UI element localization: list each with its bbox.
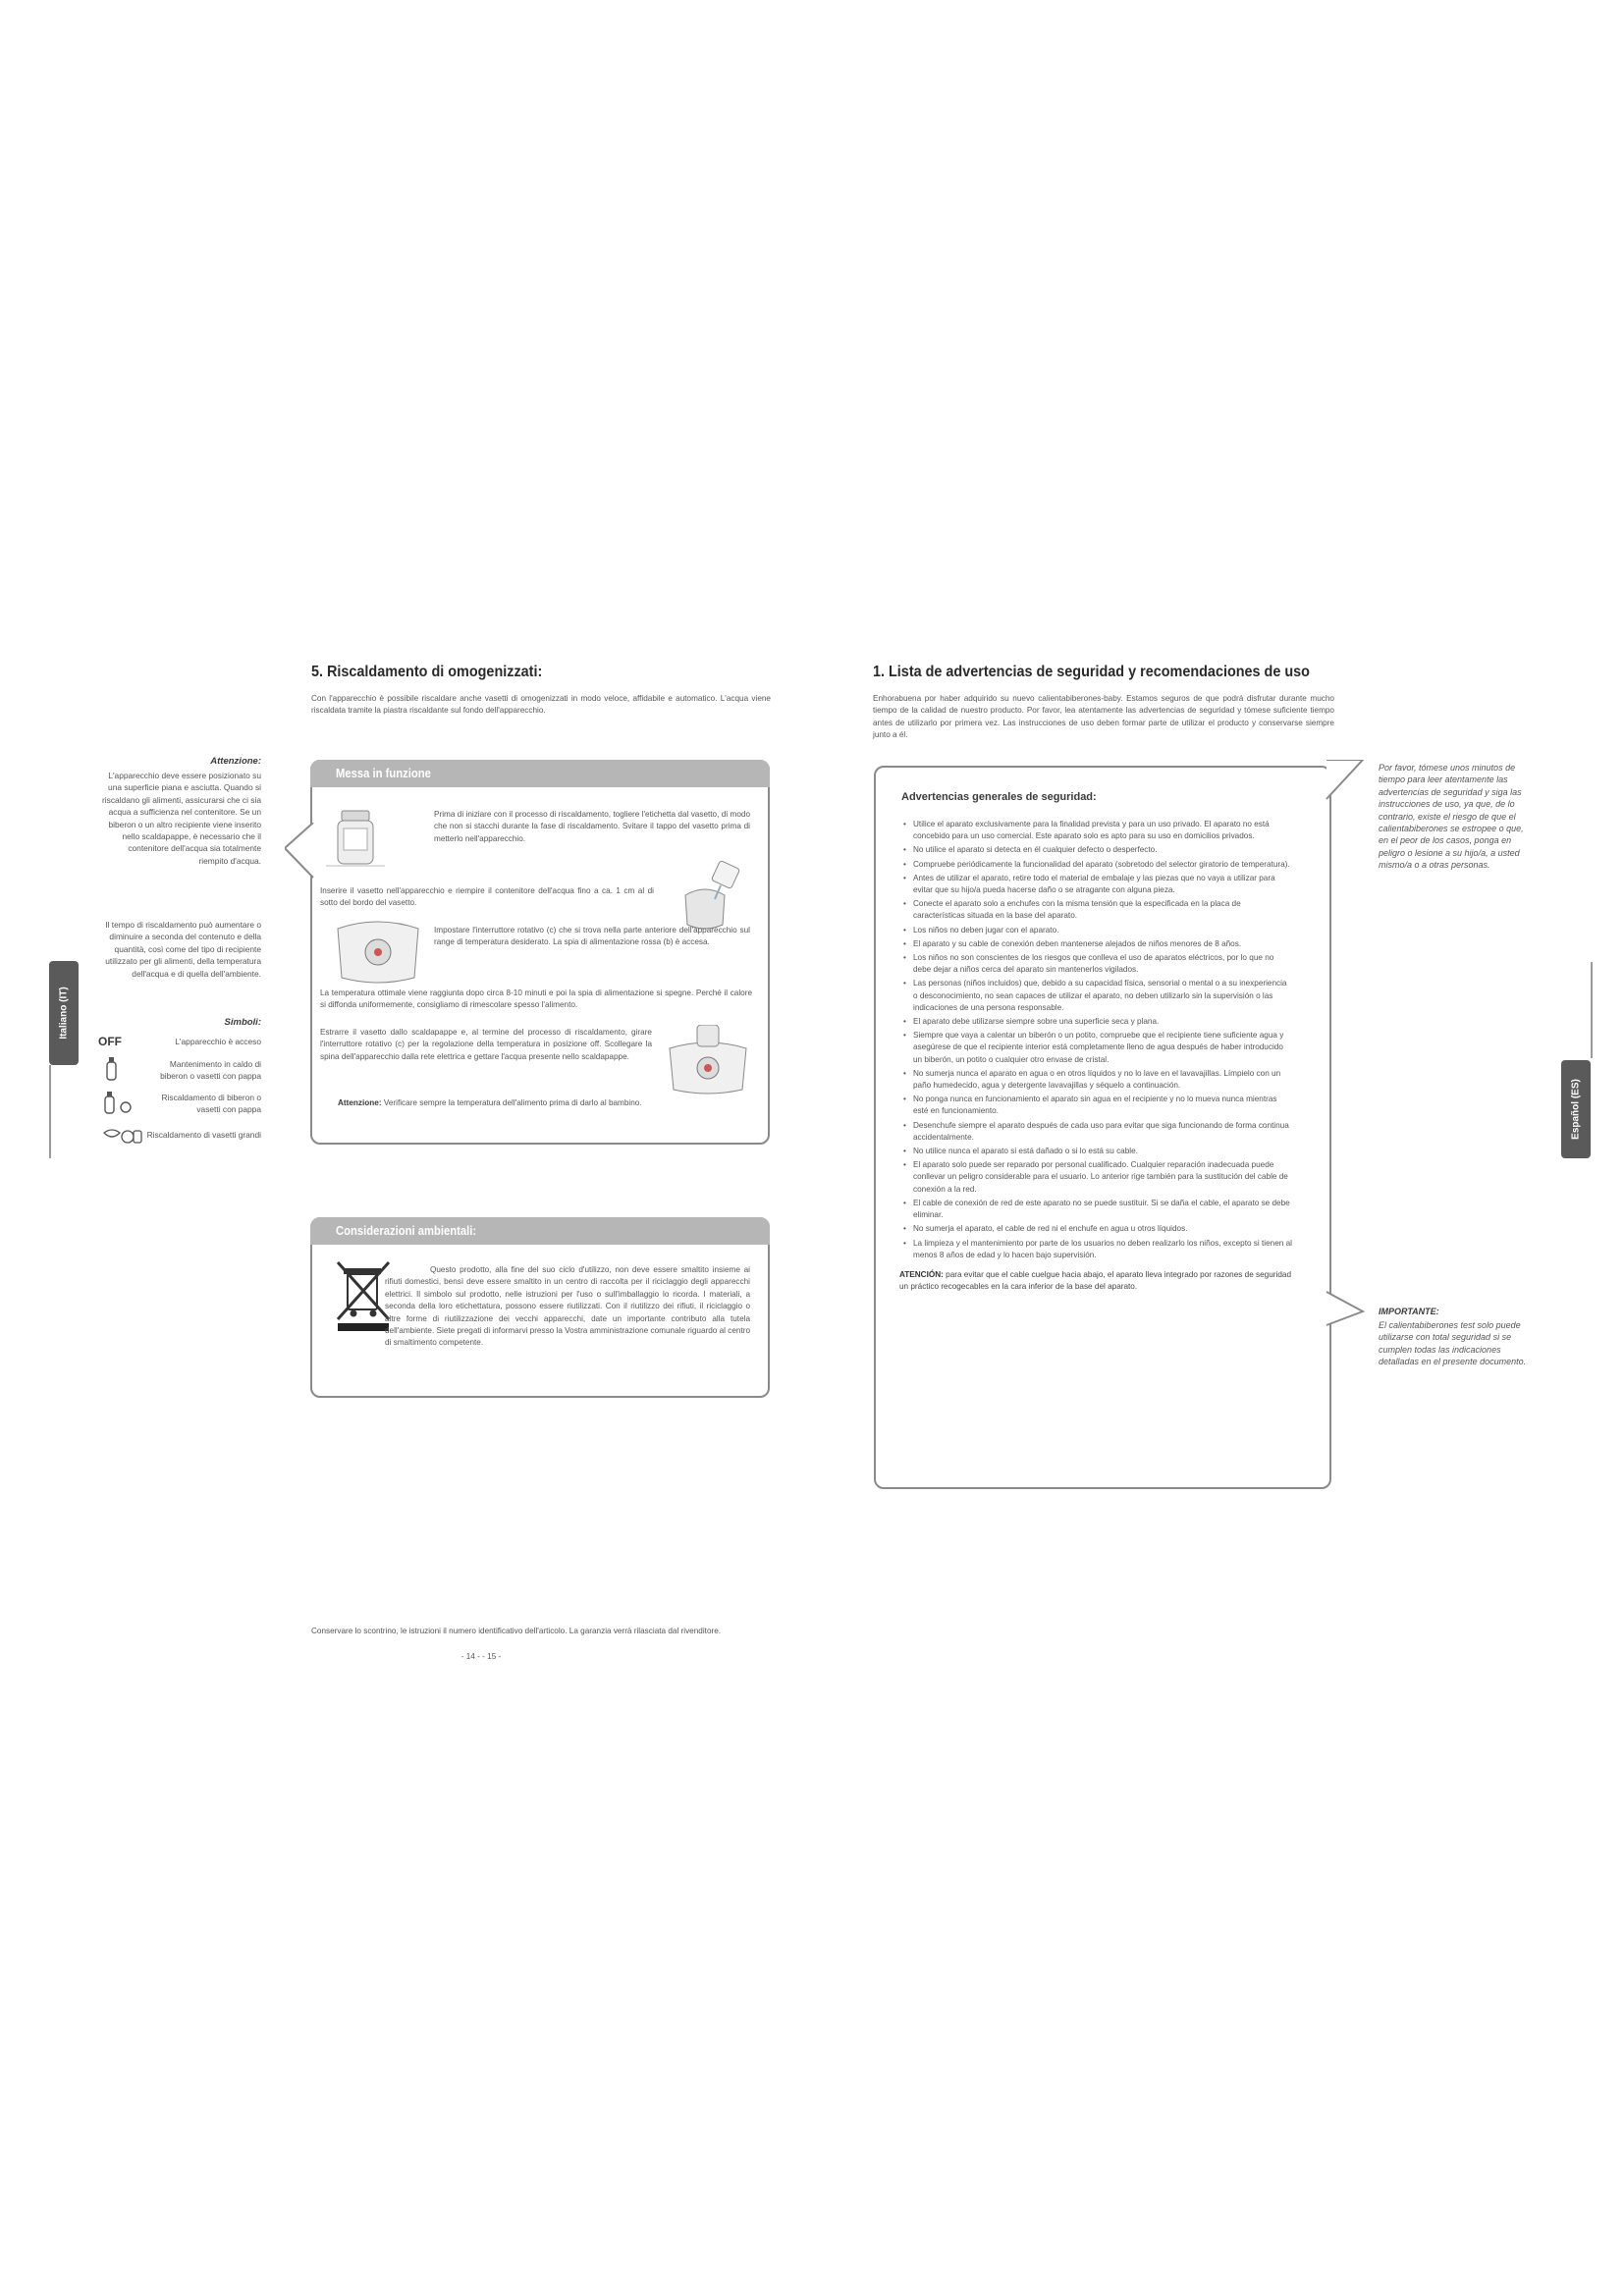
safety-box xyxy=(874,766,1331,1489)
attention-heading: Attenzione: xyxy=(210,756,261,767)
jar-label-illustration xyxy=(326,805,385,870)
attention-note: L'apparecchio deve essere posizionato su una superficie piana e asciutta. Quando si riscaldano gli alimenti, assicurarsi che ci sia acqua a sufficienza nel contenitore. Se un biberon o un altro recipiente viene inserito nello scaldapappe, è necessario che il contenitore dell'acqua sia totalmente riempito d'acqua. xyxy=(102,771,261,866)
page-title-it: 5. Riscaldamento di omogenizzati: xyxy=(311,664,543,680)
safety-item: • Antes de utilizar el aparato, retire todo el material de embalaje y las piezas que no vaya a utilizar para evitar que su hijo/a pueda hacerse daño o se atragante con alguna pieza. xyxy=(913,873,1292,896)
callout-tail-top xyxy=(1326,760,1365,819)
page-numbers: - 14 - - 15 - xyxy=(460,1652,502,1661)
pour-water-illustration xyxy=(666,860,750,933)
intro-paragraph-es: Enhorabuena por haber adquirido su nuevo calientabiberones-baby. Estamos seguros de que podrá disfrutar durante mucho tiempo de la calidad de nuestro producto. Por favor, lea atentamente las advertencias de seguridad y tómese suficiente tiempo antes de utilizarlo por primera vez. Las instrucciones de uso deben formar parte de utilizar el producto y conservarse siempre junto a él. xyxy=(873,694,1334,740)
bottle-icon xyxy=(102,1090,137,1120)
safety-item: • Conecte el aparato solo a enchufes con la misma tensión que la especificada en la placa de características situada en la base del aparato. xyxy=(913,898,1292,922)
safety-item: • Utilice el aparato exclusivamente para la finalidad prevista y para un uso privado. El aparato no está concebido para un uso comercial. Este aparato solo es apto para su uso en domicilios privados. xyxy=(913,819,1292,842)
safety-item: • Los niños no son conscientes de los riesgos que conlleva el uso de aparatos eléctricos, por lo que no debe dejar a niños cerca del aparato sin mantenerlos vigilados. xyxy=(913,952,1292,976)
safety-item: • El aparato solo puede ser reparado por personal cualificado. Cualquier reparación inadecuada puede conllevar un peligro considerable para el usuario. Lo anterior rige también para la sustitución del cable de conexión a la red. xyxy=(913,1159,1292,1196)
safety-item: • Los niños no deben jugar con el aparato. xyxy=(913,925,1292,936)
safety-item: • Desenchufe siempre el aparato después de cada uso para evitar que siga funcionando de forma continua accidentalmente. xyxy=(913,1120,1292,1144)
callout-tail-bottom xyxy=(1326,1276,1365,1335)
symbol-text: Riscaldamento di biberon o vasetti con pappa xyxy=(161,1093,261,1115)
safety-item: • La limpieza y el mantenimiento por parte de los usuarios no deben realizarlo los niños, excepto si tienen al menos 8 años de edad y lo hacen bajo supervisión. xyxy=(913,1238,1292,1261)
footer-note: Conservare lo scontrino, le istruzioni il numero identificativo dell'articolo. La garanzia verrà rilasciata dal rivenditore. xyxy=(311,1627,722,1635)
remove-jar-illustration xyxy=(662,1025,754,1095)
setup-step-1: Prima di iniziare con il processo di riscaldamento, togliere l'etichetta dal vasetto, di modo che non si stacchi durante la fase di riscaldamento. Svitare il tappo del vasetto prima di metterlo nell'apparecchio. xyxy=(434,810,750,843)
safety-item: • No utilice nunca el aparato si está dañado o si lo está su cable. xyxy=(913,1146,1292,1157)
dial-illustration xyxy=(334,919,422,984)
important-heading: IMPORTANTE: xyxy=(1379,1307,1439,1316)
read-carefully-note: Por favor, tómese unos minutos de tiempo para leer atentamente las advertencias de seguridad y siga las instrucciones de uso, ya que, de lo contrario, existe el riesgo de que el calientabiberones se estropee o que, en el peor de los casos, ponga en peligro o lesione a su hijo/a, a usted mismo/a o a otras personas. xyxy=(1379,763,1524,871)
environment-text: Questo prodotto, alla fine del suo ciclo d'utilizzo, non deve essere smaltito insieme ai rifiuti domestici, bensì deve essere smaltito in un centro di raccolta per il riciclaggio degli apparecchi elettrici. Il simbolo sul prodotto, nelle istruzioni per l'uso o sull'imballaggio lo ricorda. I materiali, a seconda della loro etichettatura, possono essere riutilizzati. Con il riutilizzo dei rifiuti, il riciclaggio o altre forme di riutilizzazione dei vecchi apparecchi, date un importante contributo alla tutela dell'ambiente. Siete pregati di informarvi presso la Vostra amministrazione comunale riguardo al centro di smaltimento competente. xyxy=(385,1265,751,1348)
safety-item: • No sumerja el aparato, el cable de red ni el enchufe en agua u otros líquidos. xyxy=(913,1223,1292,1235)
safety-attention: ATENCIÓN: para evitar que el cable cuelgue hacia abajo, el aparato lleva integrado por razones de seguridad un práctico recogecables en la cara inferior de la base del aparato. xyxy=(899,1269,1291,1292)
off-symbol: OFF xyxy=(98,1035,122,1048)
tab-divider xyxy=(49,1065,51,1158)
safety-box-title: Advertencias generales de seguridad: xyxy=(901,791,1097,803)
safety-item: • Siempre que vaya a calentar un biberón o un potito, compruebe que el recipiente tiene suficiente agua y asegúrese de que el recipiente interior está completamente lleno de agua después de haber introducido un biberón, un potito o cualquier otro envase de cristal. xyxy=(913,1030,1292,1066)
setup-box-title: Messa in funzione xyxy=(336,767,431,780)
tab-divider xyxy=(1591,962,1593,1058)
symbol-text: Riscaldamento di vasetti grandi xyxy=(146,1130,261,1140)
setup-step-3: Impostare l'interruttore rotativo (c) che si trova nella parte anteriore dell'apparecchio sul range di temperatura desiderato. La spia di alimentazione rossa (b) è accesa. xyxy=(434,926,750,947)
environment-box-header xyxy=(310,1217,770,1245)
environment-box xyxy=(310,1217,770,1398)
heating-time-note: Il tempo di riscaldamento può aumentare o diminuire a seconda del contenuto e della quantità, così come del tipo di recipiente utilizzato per gli alimenti, della temperatura dell'acqua e di quella dell'ambiente. xyxy=(105,920,261,979)
language-tab-es[interactable]: Español (ES) xyxy=(1561,1060,1591,1158)
safety-item: • No sumerja nunca el aparato en agua o en otros líquidos y no lo lave en el lavavajillas. Límpielo con un paño humedecido, agua y detergente lavavajillas y séquelo a continuación. xyxy=(913,1068,1292,1092)
symbols-list xyxy=(98,1035,261,1162)
safety-item: • No utilice el aparato si detecta en él cualquier defecto o desperfecto. xyxy=(913,844,1292,856)
setup-step-4: La temperatura ottimale viene raggiunta dopo circa 8-10 minuti e poi la spia di alimentazione si spegne. Perché il calore si diffonda uniformemente, consigliamo di rimescolare spesso l'alimento. xyxy=(320,988,752,1010)
setup-box-header xyxy=(310,760,770,787)
important-note: El calientabiberones test solo puede utilizarse con total seguridad si se cumplen todas las indicaciones detalladas en el presente documento. xyxy=(1379,1320,1527,1367)
weee-bin-icon xyxy=(334,1260,393,1331)
safety-item: • No ponga nunca en funcionamiento el aparato sin agua en el recipiente y no lo mueva nunca mientras esté en funcionamiento. xyxy=(913,1094,1292,1117)
setup-warning: Attenzione: Verificare sempre la temperatura dell'alimento prima di darlo al bambino. xyxy=(338,1098,642,1107)
safety-item: • El aparato y su cable de conexión deben mantenerse alejados de niños menores de 8 años. xyxy=(913,938,1292,950)
safety-list xyxy=(899,819,1292,1293)
bottle-jar-icon xyxy=(102,1056,124,1087)
page-title-es: 1. Lista de advertencias de seguridad y recomendaciones de uso xyxy=(873,664,1310,680)
jar-icon xyxy=(102,1125,145,1151)
intro-paragraph-it: Con l'apparecchio è possibile riscaldare anche vasetti di omogenizzati in modo veloce, affidabile e automatico. L'acqua viene riscaldata tramite la piastra riscaldante sul fondo dell'apparecchio. xyxy=(311,694,771,716)
setup-box xyxy=(310,760,770,1145)
callout-tail xyxy=(285,823,314,880)
symbol-text: L'apparecchio è acceso xyxy=(175,1037,261,1046)
safety-item: • El cable de conexión de red de este aparato no se puede sustituir. Si se daña el cable, el aparato se debe eliminar. xyxy=(913,1198,1292,1221)
setup-step-5: Estrarre il vasetto dallo scaldapappe e, al termine del processo di riscaldamento, girare l'interruttore rotativo (c) per la regolazione della temperatura in posizione off. Scollegare la spina dell'apparecchio dalla rete elettrica e gettare l'acqua presente nello scaldapappe. xyxy=(320,1028,652,1061)
symbol-text: Mantenimento in caldo di biberon o vasetti con pappa xyxy=(160,1059,261,1082)
language-tab-it[interactable]: Italiano (IT) xyxy=(49,961,79,1065)
symbols-heading: Simboli: xyxy=(224,1017,261,1028)
setup-step-2: Inserire il vasetto nell'apparecchio e riempire il contenitore dell'acqua fino a ca. 1 cm al di sotto del bordo del vasetto. xyxy=(320,886,654,908)
safety-item: • El aparato debe utilizarse siempre sobre una superficie seca y plana. xyxy=(913,1016,1292,1028)
safety-item: • Las personas (niños incluidos) que, debido a su capacidad física, sensorial o mental o a su inexperiencia o desconocimiento, no sean capaces de utilizar el aparato, no deben utilizarlo sin la supervisión o las indicaciones de una persona responsable. xyxy=(913,978,1292,1014)
safety-item: • Compruebe periódicamente la funcionalidad del aparato (sobretodo del selector giratorio de temperatura). xyxy=(913,859,1292,871)
environment-box-title: Considerazioni ambientali: xyxy=(336,1224,477,1238)
